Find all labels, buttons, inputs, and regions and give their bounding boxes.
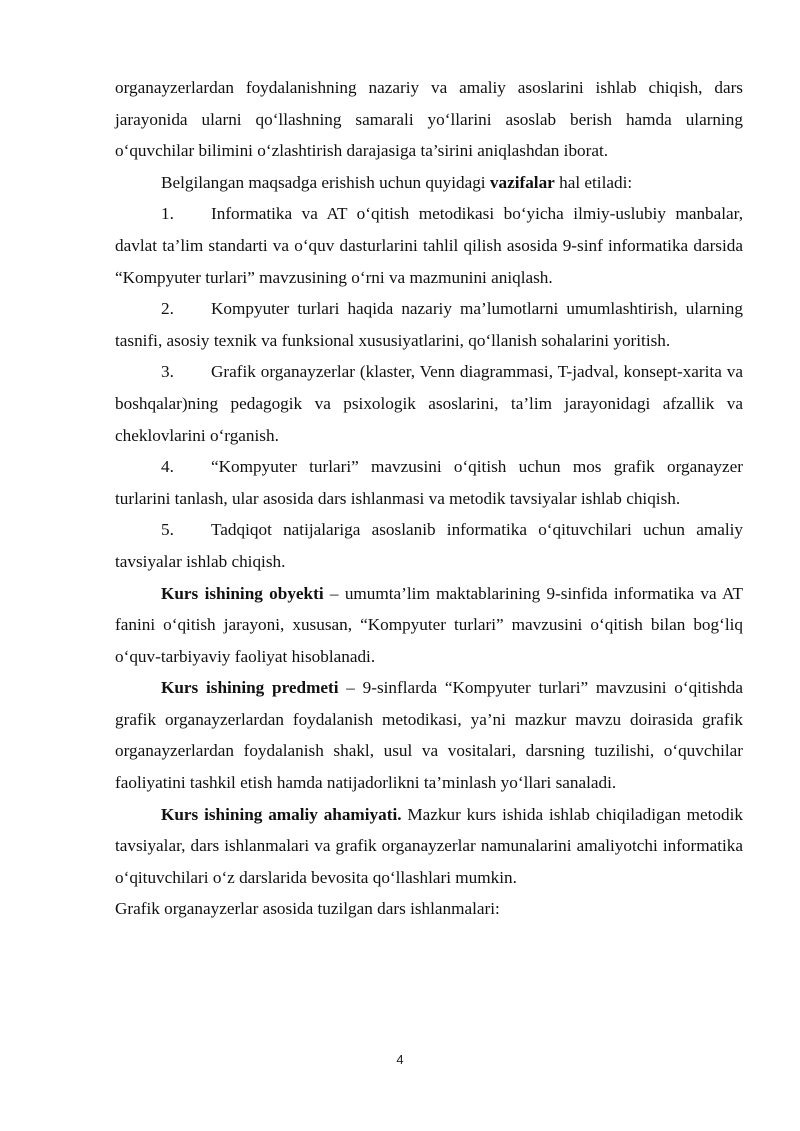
task-item-text: Informatika va AT o‘qitish metodikasi bo‘yicha ilmiy-uslubiy manbalar, davlat ta’lim standarti va o‘quv dasturlarini tahlil qilish asosida 9-sinf informatika darsida “Kompyuter turlari” mavzusining o‘rni va mazmunini aniqlash. bbox=[115, 204, 743, 287]
task-item-number: 5. bbox=[161, 520, 174, 540]
task-item-number: 1. bbox=[161, 204, 174, 224]
task-item-text: “Kompyuter turlari” mavzusini o‘qitish uchun mos grafik organayzer turlarini tanlash, ular asosida dars ishlanmasi va metodik tavsiyalar ishlab chiqish. bbox=[115, 457, 743, 508]
task-item-text: Kompyuter turlari haqida nazariy ma’lumotlarni umumlashtirish, ularning tasnifi, asosiy texnik va funksional xususiyatlarini, qo‘llanish sohalarini yoritish. bbox=[115, 299, 743, 350]
paragraph-research-subject bbox=[115, 672, 743, 798]
task-item bbox=[115, 514, 743, 577]
task-item-number: 4. bbox=[161, 457, 174, 477]
task-item bbox=[115, 451, 743, 514]
paragraph-research-object bbox=[115, 578, 743, 673]
research-object-text: – umumta’lim maktablarining 9-sinfida informatika va AT fanini o‘qitish jarayoni, xususan, “Kompyuter turlari” mavzusini o‘qitish bilan bog‘liq o‘quv-tarbiyaviy faoliyat hisoblanadi. bbox=[115, 583, 744, 666]
task-item bbox=[115, 198, 743, 293]
page-number: 4 bbox=[396, 1052, 404, 1067]
paragraph-tasks-intro bbox=[115, 167, 743, 199]
research-object-heading: Kurs ishining obyekti bbox=[161, 583, 324, 603]
paragraph-lesson-plans-intro: Grafik organayzerlar asosida tuzilgan dars ishlanmalari: bbox=[115, 899, 500, 919]
paragraph-intro-continuation: organayzerlardan foydalanishning nazariy va amaliy asoslarini ishlab chiqish, dars jarayonida ularni qo‘llashning samarali yo‘llarini asoslab berish hamda ularning o‘quvchilar bilimini o‘zlashtirish darajasiga ta’sirini aniqlashdan iborat. bbox=[115, 78, 743, 161]
task-item-text: Grafik organayzerlar (klaster, Venn diagrammasi, T-jadval, konsept-xarita va boshqalar)ning pedagogik va psixologik asoslarini, ta’lim jarayonidagi afzallik va cheklovlarini o‘rganish. bbox=[115, 362, 743, 445]
research-subject-text: – 9-sinflarda “Kompyuter turlari” mavzusini o‘qitishda grafik organayzerlardan foydalanish metodikasi, ya’ni mazkur mavzu doirasida grafik organayzerlardan foydalanish shakl, usul va vositalari, darsning tuzilishi, o‘quvchilar faoliyatini tashkil etish hamda natijadorlikni ta’minlash yo‘llari sanaladi. bbox=[115, 678, 744, 793]
tasks-intro-end: hal etiladi: bbox=[554, 172, 633, 192]
paragraph-practical-significance bbox=[115, 799, 743, 894]
task-item-number: 3. bbox=[161, 362, 174, 382]
task-item bbox=[115, 356, 743, 451]
task-item bbox=[115, 293, 743, 356]
practical-significance-text: Mazkur kurs ishida ishlab chiqiladigan metodik tavsiyalar, dars ishlanmalari va grafik organayzerlar namunalarini amaliyotchi informatika o‘qituvchilari o‘z darslarida bevosita qo‘llashlari mumkin. bbox=[115, 804, 743, 887]
tasks-intro-text: Belgilangan maqsadga erishish uchun quyidagi bbox=[161, 172, 490, 192]
page-body bbox=[115, 72, 743, 925]
tasks-keyword: vazifalar bbox=[489, 172, 555, 192]
research-subject-heading: Kurs ishining predmeti bbox=[161, 678, 339, 698]
practical-significance-heading: Kurs ishining amaliy ahamiyati. bbox=[161, 804, 402, 824]
task-item-text: Tadqiqot natijalariga asoslanib informatika o‘qituvchilari uchun amaliy tavsiyalar ishlab chiqish. bbox=[115, 520, 743, 571]
task-item-number: 2. bbox=[161, 299, 174, 319]
